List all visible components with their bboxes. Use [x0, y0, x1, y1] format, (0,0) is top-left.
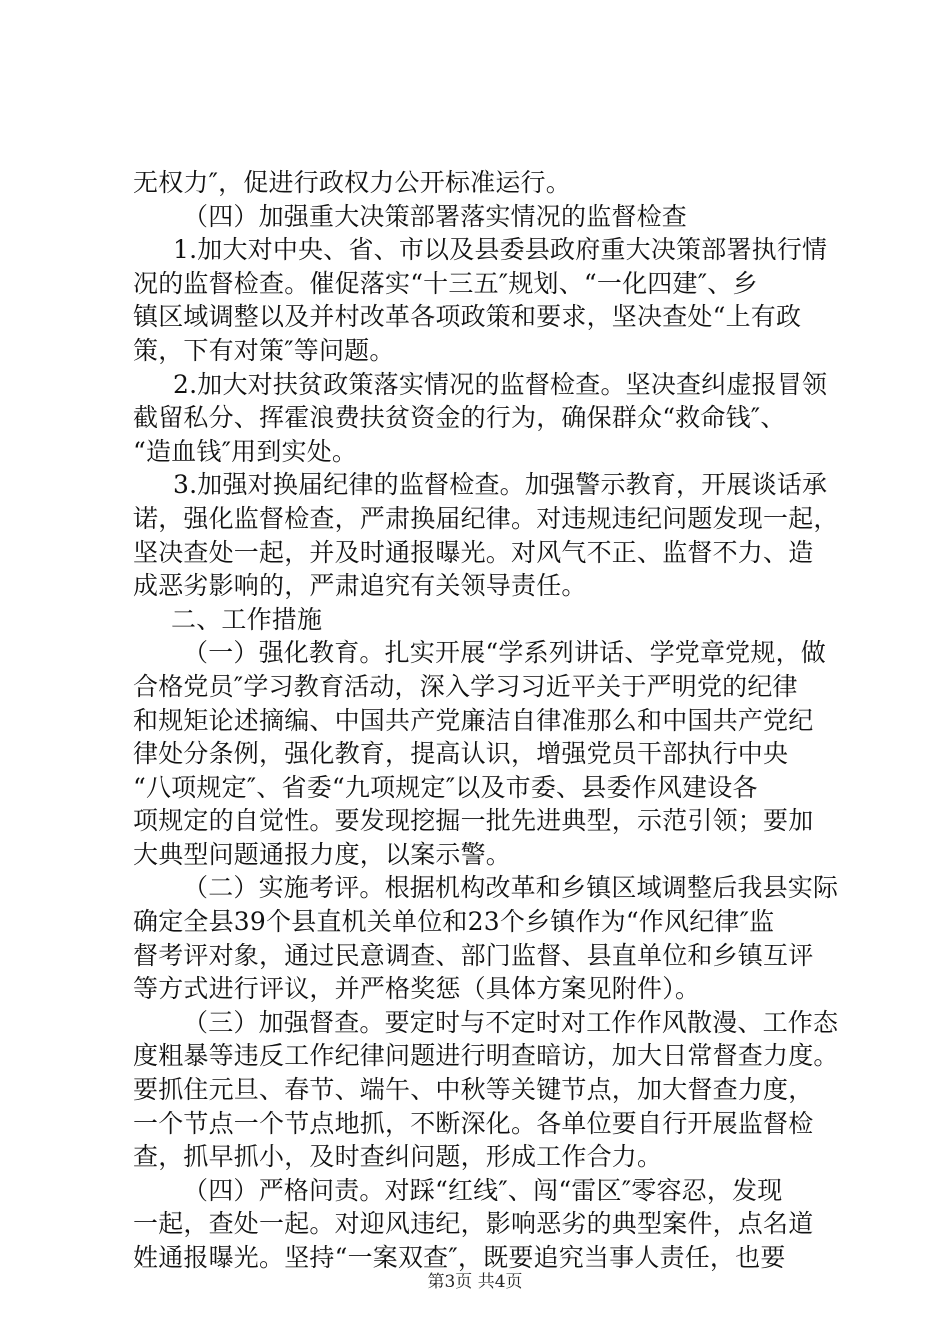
text-line: 确定全县39个县直机关单位和23个乡镇作为“作风纪律″监 [133, 907, 775, 937]
text-line: 一起，查处一起。对迎风违纪，影响恶劣的典型案件，点名道 [133, 1209, 814, 1239]
text-line: 查，抓早抓小，及时查纠问题，形成工作合力。 [133, 1142, 663, 1172]
text-line: （三）加强督查。要定时与不定时对工作作风散漫、工作态 [183, 1007, 839, 1037]
section-heading: （四）加强重大决策部署落实情况的监督检查 [183, 201, 688, 231]
text-line: 姓通报曝光。坚持“一案双查″，既要追究当事人责任，也要 [133, 1243, 786, 1272]
text-line: 3.加强对换届纪律的监督检查。加强警示教育，开展谈话承 [173, 470, 828, 500]
text-line: 况的监督检查。催促落实“十三五″规划、“一化四建″、乡 [133, 268, 758, 298]
text-line: 2.加大对扶贫政策落实情况的监督检查。坚决查纠虚报冒领 [173, 369, 828, 399]
text-line: 和规矩论述摘编、中国共产党廉洁自律准那么和中国共产党纪 [133, 705, 814, 735]
text-line: 1.加大对中央、省、市以及县委县政府重大决策部署执行情 [173, 235, 828, 265]
document-body [133, 166, 839, 1275]
text-line: 等方式进行评议，并严格奖惩（具体方案见附件）。 [133, 974, 701, 1004]
text-line: 坚决查处一起，并及时通报曝光。对风气不正、监督不力、造 [133, 537, 814, 567]
page-number: 第3页 共4页 [427, 1272, 523, 1292]
text-line: “八项规定″、省委“九项规定″以及市委、县委作风建设各 [133, 772, 758, 802]
page-footer [0, 1271, 950, 1293]
section-heading: 二、工作措施 [171, 604, 323, 634]
text-line: （二）实施考评。根据机构改革和乡镇区域调整后我县实际 [183, 873, 839, 903]
text-line: “造血钱″用到实处。 [133, 436, 358, 466]
text-line: 成恶劣影响的，严肃追究有关领导责任。 [133, 571, 587, 601]
text-line: 督考评对象，通过民意调查、部门监督、县直单位和乡镇互评 [133, 940, 814, 970]
text-line: 要抓住元旦、春节、端午、中秋等关键节点，加大督查力度， [133, 1075, 814, 1105]
text-line: 一个节点一个节点地抓，不断深化。各单位要自行开展监督检 [133, 1108, 814, 1138]
text-line: 截留私分、挥霍浪费扶贫资金的行为，确保群众“救命钱″、 [133, 403, 786, 433]
text-line: （四）严格问责。对踩“红线″、闯“雷区″零容忍，发现 [183, 1175, 783, 1205]
text-line: 度粗暴等违反工作纪律问题进行明查暗访，加大日常督查力度。 [133, 1041, 839, 1071]
text-line: 合格党员″学习教育活动，深入学习习近平关于严明党的纪律 [133, 671, 798, 701]
text-line: 大典型问题通报力度，以案示警。 [133, 839, 512, 869]
text-line: 策，下有对策″等问题。 [133, 335, 395, 365]
text-line: （一）强化教育。扎实开展“学系列讲话、学党章党规，做 [183, 638, 826, 668]
text-line: 项规定的自觉性。要发现挖掘一批先进典型，示范引领；要加 [133, 806, 814, 836]
text-line: 律处分条例，强化教育，提高认识，增强党员干部执行中央 [133, 739, 789, 769]
text-line: 镇区域调整以及并村改革各项政策和要求，坚决查处“上有政 [133, 302, 802, 332]
text-line: 诺，强化监督检查，严肃换届纪律。对违规违纪问题发现一起， [133, 503, 839, 533]
text-line: 无权力″，促进行政权力公开标准运行。 [133, 168, 571, 197]
